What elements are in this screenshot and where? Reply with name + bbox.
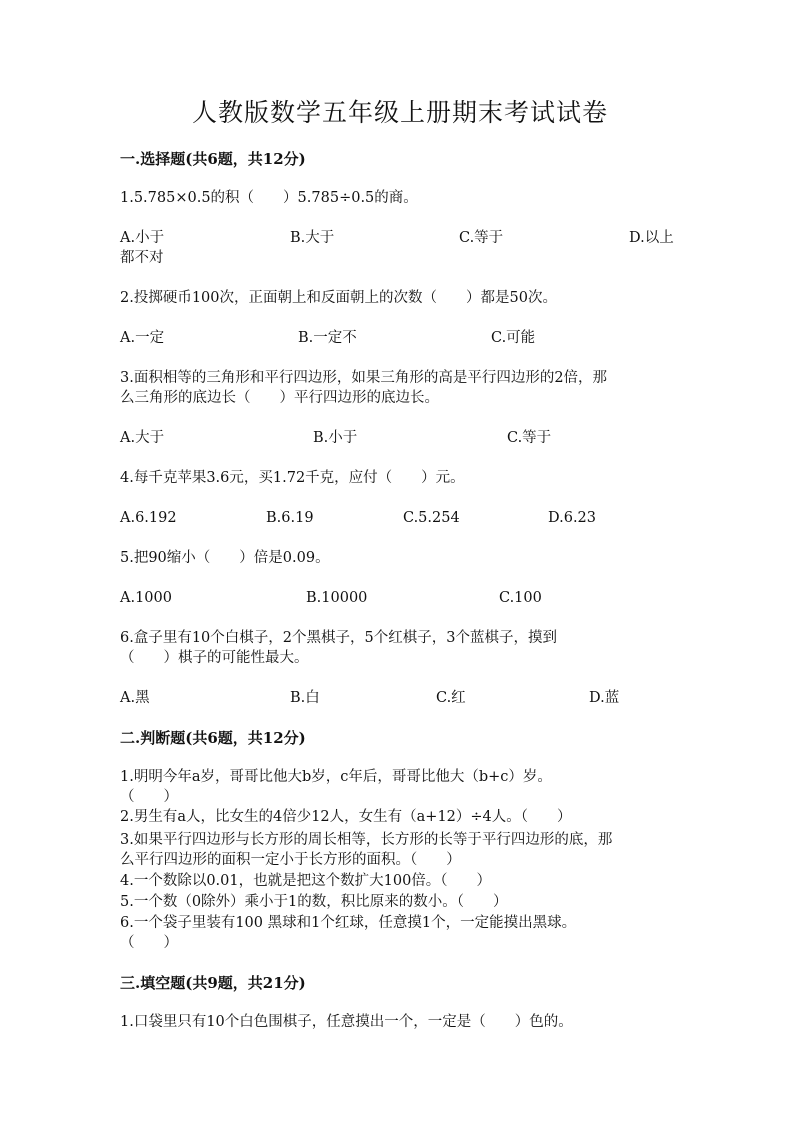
question-2-option-a: A.一定 xyxy=(120,330,165,346)
question-1-option-d: D.以上 xyxy=(629,230,674,246)
judge-line-8: 6.一个袋子里装有100 黑球和1个红球，任意摸1个，一定能摸出黑球。 xyxy=(120,915,577,931)
judge-line-3: 2.男生有a人，比女生的4倍少12人，女生有（a+12）÷4人。（ ） xyxy=(120,809,572,825)
question-1-option-b: B.大于 xyxy=(290,230,335,246)
judge-line-6: 4.一个数除以0.01，也就是把这个数扩大100倍。（ ） xyxy=(120,873,492,889)
question-1-option-c: C.等于 xyxy=(459,230,504,246)
question-1-text: 1.5.785×0.5的积（ ）5.785÷0.5的商。 xyxy=(120,190,418,206)
question-5-option-c: C.100 xyxy=(499,590,542,606)
question-1-option-a: A.小于 xyxy=(120,230,165,246)
question-5-option-a: A.1000 xyxy=(120,590,172,606)
question-6-option-a: A.黑 xyxy=(120,690,150,706)
judge-line-9: （ ） xyxy=(120,935,178,951)
question-4-option-c: C.5.254 xyxy=(403,510,460,526)
question-5-option-b: B.10000 xyxy=(306,590,368,606)
judge-line-4: 3.如果平行四边形与长方形的周长相等，长方形的长等于平行四边形的底，那 xyxy=(120,832,613,848)
question-1-option-d-wrap: 都不对 xyxy=(120,250,164,266)
section-heading-judge: 二.判断题(共6题，共12分) xyxy=(120,729,306,747)
question-3-text-line-2: 么三角形的底边长（ ）平行四边形的底边长。 xyxy=(120,390,439,406)
question-2-text: 2.投掷硬币100次，正面朝上和反面朝上的次数（ ）都是50次。 xyxy=(120,290,557,306)
judge-line-7: 5.一个数（0除外）乘小于1的数，积比原来的数小。（ ） xyxy=(120,894,508,910)
question-6-option-c: C.红 xyxy=(436,690,466,706)
judge-line-5: 么平行四边形的面积一定小于长方形的面积。（ ） xyxy=(120,852,461,868)
question-3-option-a: A.大于 xyxy=(120,430,165,446)
section-heading-choice: 一.选择题(共6题，共12分) xyxy=(120,150,306,168)
judge-line-2: （ ） xyxy=(120,789,178,805)
question-4-text: 4.每千克苹果3.6元，买1.72千克，应付（ ）元。 xyxy=(120,470,465,486)
question-6-text-line-2: （ ）棋子的可能性最大。 xyxy=(120,650,309,666)
judge-line-1: 1.明明今年a岁，哥哥比他大b岁，c年后，哥哥比他大（b+c）岁。 xyxy=(120,769,552,785)
question-6-option-d: D.蓝 xyxy=(589,690,620,706)
exam-title: 人教版数学五年级上册期末考试试卷 xyxy=(191,98,608,127)
question-3-option-b: B.小于 xyxy=(313,430,358,446)
question-3-text-line-1: 3.面积相等的三角形和平行四边形，如果三角形的高是平行四边形的2倍，那 xyxy=(120,370,608,386)
question-2-option-c: C.可能 xyxy=(491,330,536,346)
question-6-text-line-1: 6.盒子里有10个白棋子，2个黑棋子，5个红棋子，3个蓝棋子，摸到 xyxy=(120,630,557,646)
question-4-option-a: A.6.192 xyxy=(120,510,177,526)
fill-line-1: 1.口袋里只有10个白色围棋子，任意摸出一个，一定是（ ）色的。 xyxy=(120,1014,573,1030)
question-4-option-d: D.6.23 xyxy=(548,510,597,526)
question-3-option-c: C.等于 xyxy=(507,430,552,446)
section-heading-fill: 三.填空题(共9题，共21分) xyxy=(120,974,306,992)
question-2-option-b: B.一定不 xyxy=(298,330,357,346)
question-5-text: 5.把90缩小（ ）倍是0.09。 xyxy=(120,550,330,566)
question-6-option-b: B.白 xyxy=(290,690,320,706)
question-4-option-b: B.6.19 xyxy=(266,510,314,526)
